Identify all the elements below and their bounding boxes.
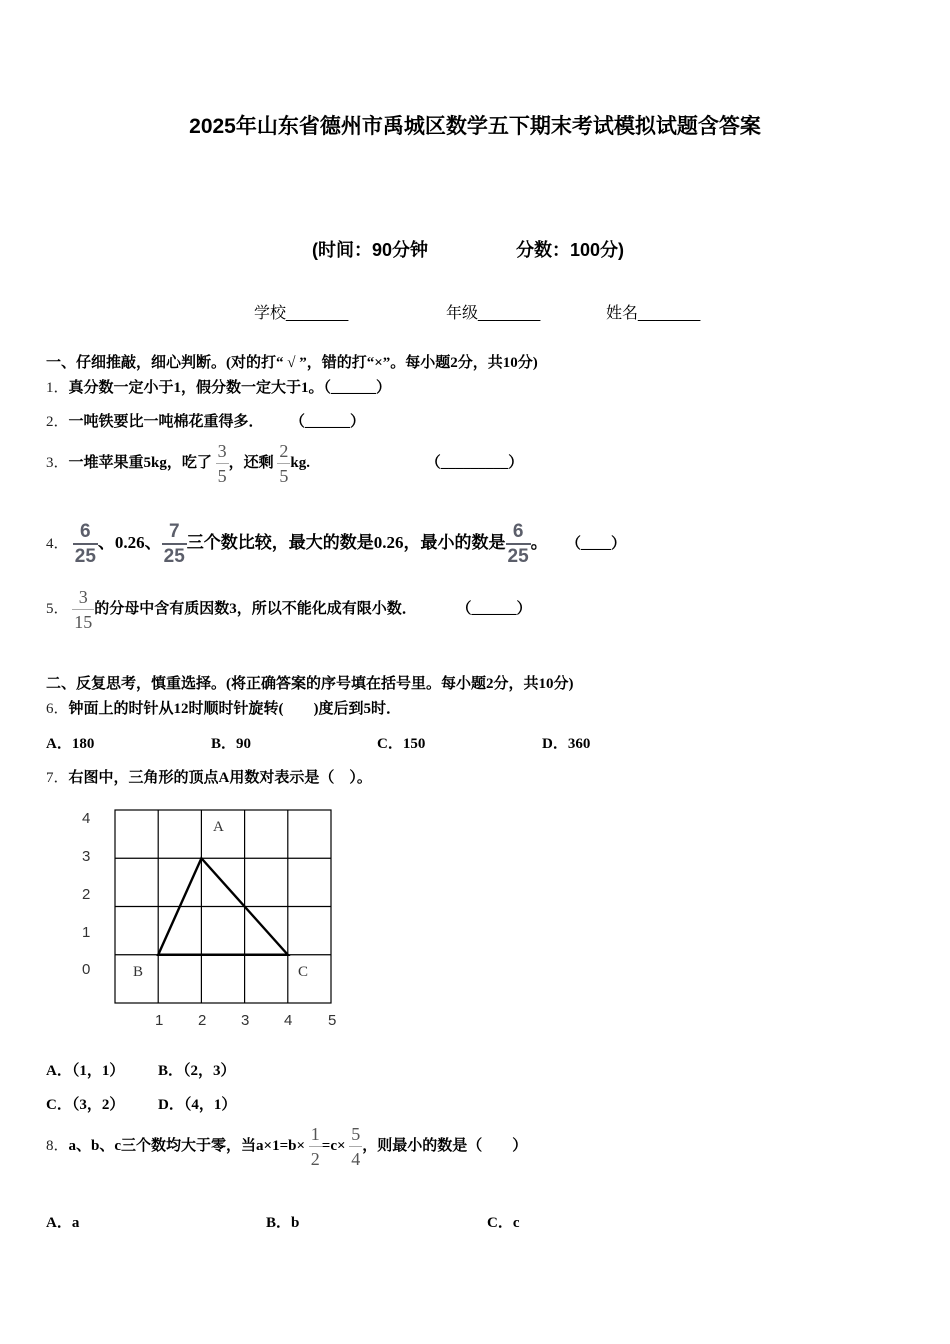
q8-option-c[interactable]: C．c bbox=[487, 1215, 520, 1231]
answer-blank[interactable]: （_________） bbox=[425, 454, 524, 471]
x-tick-1: 1 bbox=[155, 1012, 164, 1029]
question-3 bbox=[46, 442, 523, 485]
q6-option-c[interactable]: C．150 bbox=[377, 736, 426, 752]
q7-option-b[interactable]: B．（2，3） bbox=[158, 1063, 236, 1079]
fraction: $\frac{6}{25}$ bbox=[507, 521, 529, 567]
x-tick-3: 3 bbox=[241, 1012, 250, 1029]
coordinate-grid-figure bbox=[78, 806, 348, 1036]
question-text: 右图中，三角形的顶点A用数对表示是（ ）。 bbox=[68, 770, 372, 786]
point-label-c: C bbox=[298, 964, 309, 980]
name-blank[interactable]: _______ bbox=[638, 305, 701, 322]
question-text: ，还剩 bbox=[228, 454, 274, 471]
question-text: a、b、c三个数均大于零，当a×1=b× bbox=[68, 1137, 306, 1154]
question-1 bbox=[46, 376, 391, 397]
grade-blank[interactable]: _______ bbox=[478, 305, 541, 322]
fraction: $\frac{2}{5}$ bbox=[279, 441, 289, 486]
exam-time: (时间：90分钟 bbox=[312, 240, 429, 260]
point-label-b: B bbox=[133, 964, 144, 980]
fraction: $\frac{3}{5}$ bbox=[217, 441, 227, 486]
question-number: 6． bbox=[46, 701, 69, 717]
x-tick-2: 2 bbox=[198, 1012, 207, 1029]
question-text: 、0.26、 bbox=[97, 532, 162, 552]
name-field[interactable] bbox=[606, 300, 700, 323]
question-text: 一堆苹果重5kg，吃了 bbox=[68, 454, 212, 471]
answer-blank[interactable]: （______） bbox=[297, 414, 366, 430]
question-number: 8． bbox=[46, 1137, 69, 1154]
exam-score: 分数：100分) bbox=[516, 240, 625, 260]
y-tick-1: 1 bbox=[82, 924, 91, 941]
y-tick-2: 2 bbox=[82, 886, 91, 903]
question-text: 真分数一定小于1，假分数一定大于1。（______） bbox=[68, 380, 392, 396]
question-text: 的分母中含有质因数3，所以不能化成有限小数． bbox=[94, 600, 417, 617]
question-number: 3． bbox=[46, 454, 69, 471]
section1-heading: 一、仔细推敲，细心判断。(对的打“ √ ”，错的打“×”。每小题2分，共10分) bbox=[46, 355, 538, 371]
grade-label: 年级 bbox=[446, 305, 479, 322]
question-number: 5． bbox=[46, 600, 69, 617]
question-number: 4． bbox=[46, 535, 69, 552]
name-label: 姓名 bbox=[606, 305, 639, 322]
grade-field[interactable] bbox=[446, 300, 540, 323]
question-text: 钟面上的时针从12时顺时针旋转( )度后到5时． bbox=[68, 701, 402, 717]
answer-blank[interactable]: （____） bbox=[565, 535, 626, 552]
question-text: kg. bbox=[290, 454, 310, 471]
fraction: $\frac{7}{25}$ bbox=[163, 521, 185, 567]
school-blank[interactable]: _______ bbox=[286, 305, 349, 322]
q7-option-a[interactable]: A．（1，1） bbox=[46, 1063, 125, 1079]
question-5 bbox=[46, 588, 532, 631]
question-text: =c× bbox=[321, 1137, 346, 1154]
point-label-a: A bbox=[213, 819, 224, 835]
question-text: 一吨铁要比一吨棉花重得多． bbox=[68, 414, 264, 430]
fraction: $\frac{5}{4}$ bbox=[351, 1124, 361, 1169]
question-number: 2． bbox=[46, 414, 69, 430]
school-field[interactable] bbox=[254, 300, 348, 323]
school-label: 学校 bbox=[254, 305, 287, 322]
question-4 bbox=[46, 522, 626, 566]
grid-svg bbox=[78, 806, 348, 1036]
q6-option-d[interactable]: D．360 bbox=[542, 736, 591, 752]
y-tick-3: 3 bbox=[82, 848, 91, 865]
question-text: 。 bbox=[530, 532, 548, 552]
answer-blank[interactable]: （______） bbox=[456, 600, 532, 617]
question-number: 1． bbox=[46, 380, 69, 396]
page-title: 2025年山东省德州市禹城区数学五下期末考试模拟试题含答案 bbox=[189, 115, 761, 138]
fraction: $\frac{6}{25}$ bbox=[74, 521, 96, 567]
x-tick-5: 5 bbox=[328, 1012, 337, 1029]
q7-option-d[interactable]: D．（4，1） bbox=[158, 1097, 237, 1113]
section2-heading: 二、反复思考，慎重选择。(将正确答案的序号填在括号里。每小题2分，共10分) bbox=[46, 676, 574, 692]
question-text: ，则最小的数是（ ） bbox=[362, 1137, 528, 1154]
question-text: 三个数比较，最大的数是0.26，最小的数是 bbox=[186, 532, 506, 552]
x-tick-4: 4 bbox=[284, 1012, 293, 1029]
q6-option-a[interactable]: A．180 bbox=[46, 736, 95, 752]
fraction: $\frac{3}{15}$ bbox=[74, 587, 93, 632]
question-2 bbox=[46, 410, 365, 431]
q8-option-a[interactable]: A．a bbox=[46, 1215, 80, 1231]
q6-option-b[interactable]: B．90 bbox=[211, 736, 252, 752]
question-number: 7． bbox=[46, 770, 69, 786]
y-tick-4: 4 bbox=[82, 810, 91, 827]
fraction: $\frac{1}{2}$ bbox=[310, 1124, 320, 1169]
q7-option-c[interactable]: C．（3，2） bbox=[46, 1097, 125, 1113]
question-7 bbox=[46, 766, 372, 787]
question-8 bbox=[46, 1125, 527, 1168]
question-6 bbox=[46, 697, 401, 718]
q8-option-b[interactable]: B．b bbox=[266, 1215, 300, 1231]
y-tick-0: 0 bbox=[82, 961, 91, 978]
